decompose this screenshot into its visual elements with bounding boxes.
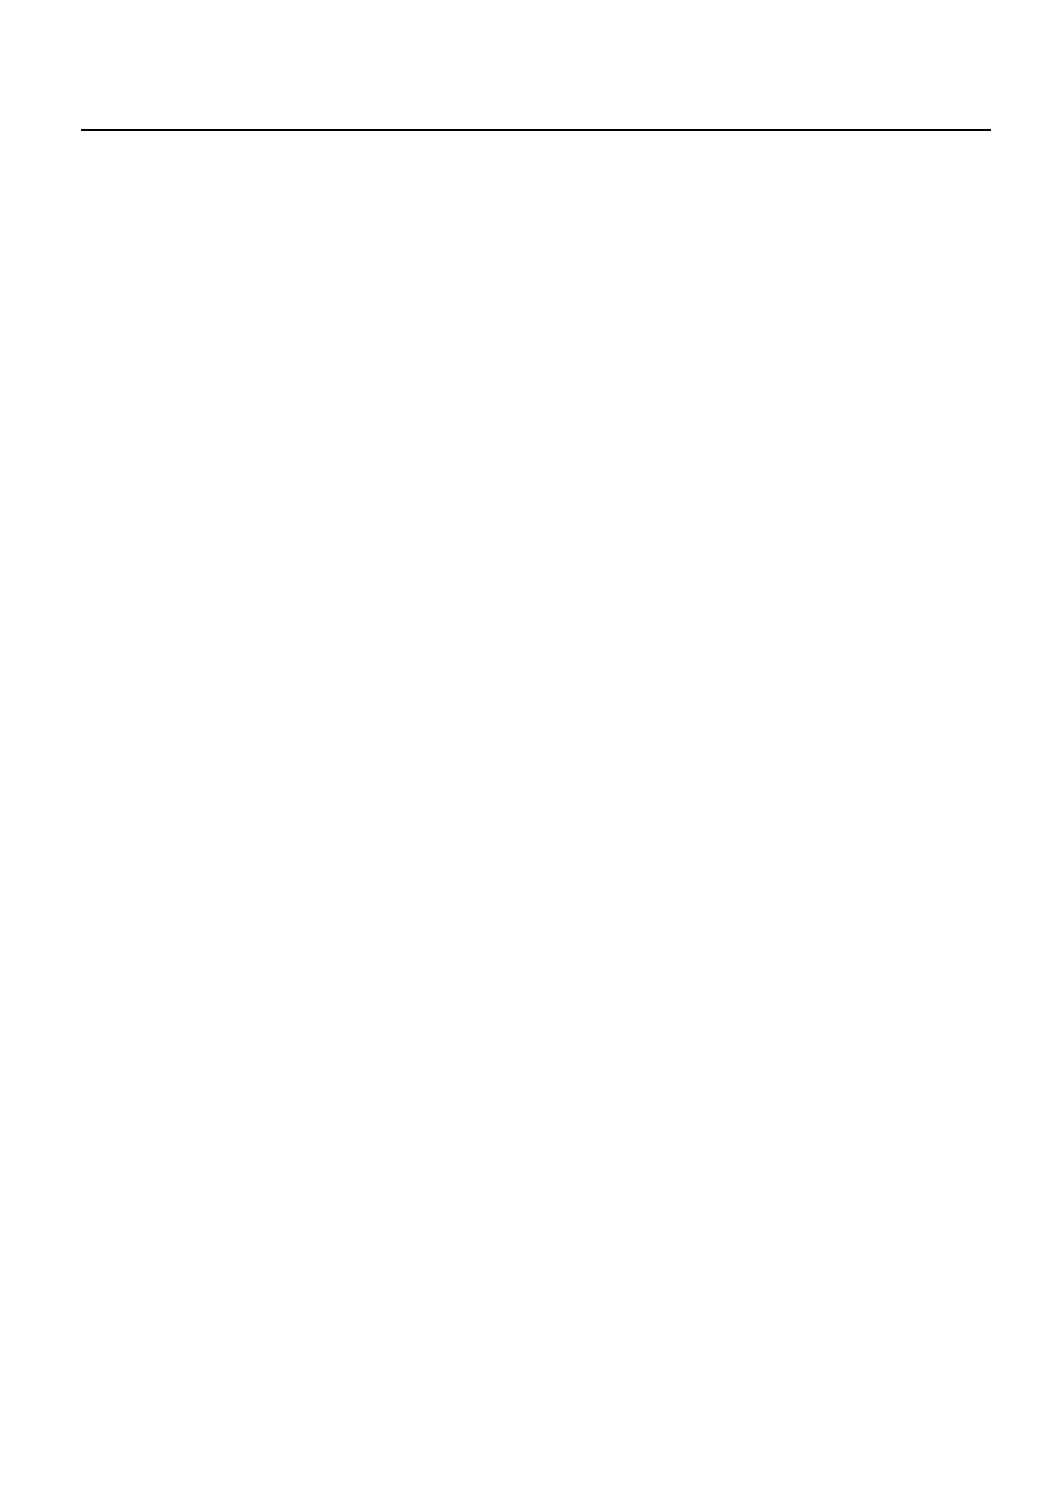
ranking-table — [81, 129, 991, 131]
